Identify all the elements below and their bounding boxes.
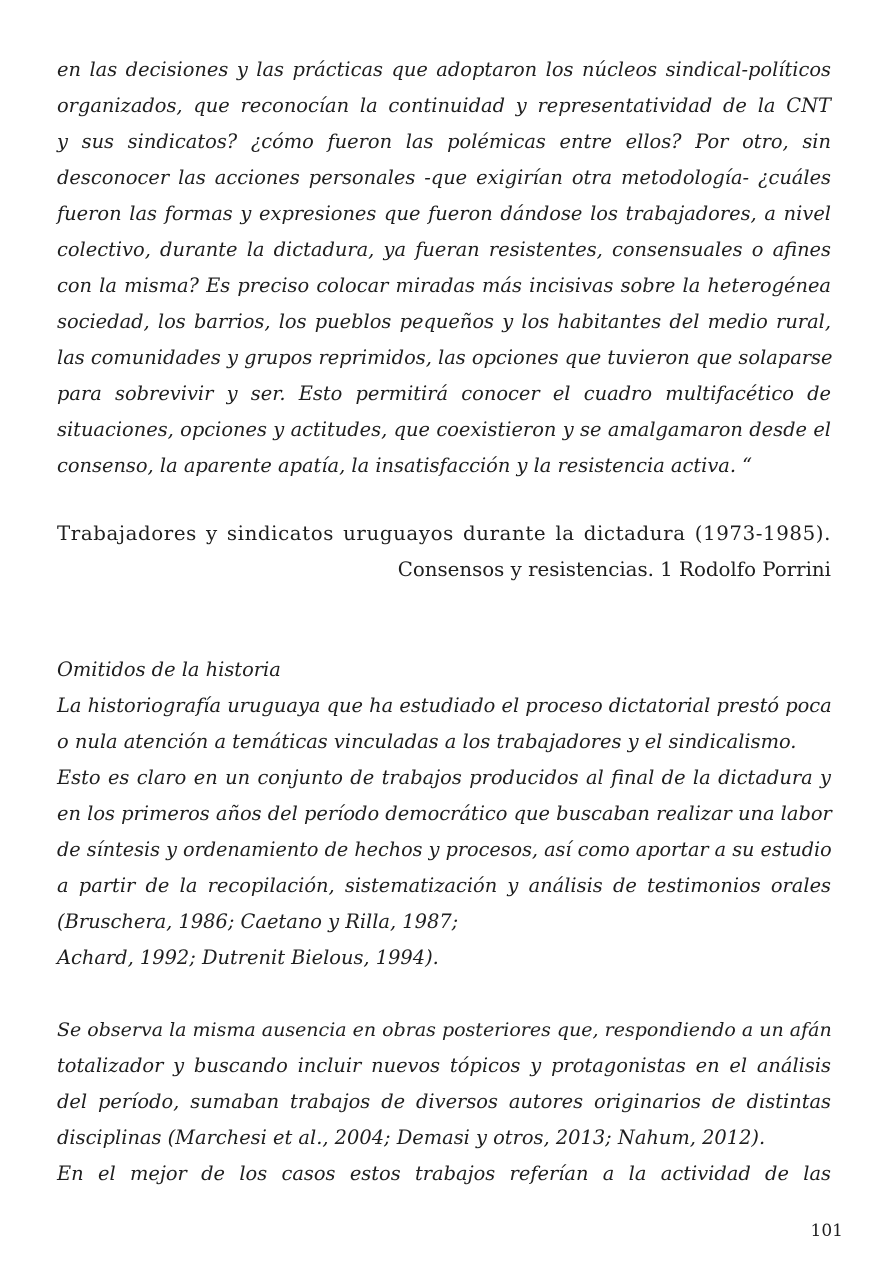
- page-number: 101: [810, 1221, 843, 1241]
- paragraph-line: disciplinas (Marchesi et al., 2004; Demasi y otros, 2013; Nahum, 2012).: [57, 1126, 766, 1149]
- paragraph-line: de síntesis y ordenamiento de hechos y procesos, así como aportar a su estudio: [57, 838, 832, 861]
- citation-author: Consensos y resistencias. 1 Rodolfo Porrini: [397, 558, 831, 581]
- paragraph-line: totalizador y buscando incluir nuevos tópicos y protagonistas en el análisis: [57, 1054, 831, 1077]
- paragraph-line: Achard, 1992; Dutrenit Bielous, 1994).: [57, 946, 439, 969]
- quote-line: en las decisiones y las prácticas que adoptaron los núcleos sindical-políticos: [57, 58, 831, 81]
- quote-line: para sobrevivir y ser. Esto permitirá conocer el cuadro multifacético de: [57, 382, 831, 405]
- paragraph-line: Esto es claro en un conjunto de trabajos producidos al final de la dictadura y: [57, 766, 831, 789]
- quote-line: las comunidades y grupos reprimidos, las opciones que tuvieron que solaparse: [57, 346, 833, 369]
- paragraph-line: (Bruschera, 1986; Caetano y Rilla, 1987;: [57, 910, 459, 933]
- citation-title: Trabajadores y sindicatos uruguayos durante la dictadura (1973-1985).: [57, 522, 831, 545]
- quote-line: con la misma? Es preciso colocar miradas más incisivas sobre la heterogénea: [57, 274, 831, 297]
- paragraph-line: a partir de la recopilación, sistematización y análisis de testimonios orales: [57, 874, 831, 897]
- paragraph-line: en los primeros años del período democrático que buscaban realizar una labor: [57, 802, 832, 825]
- quote-line: sociedad, los barrios, los pueblos pequeños y los habitantes del medio rural,: [57, 310, 831, 333]
- paragraph-line: En el mejor de los casos estos trabajos referían a la actividad de las: [57, 1162, 831, 1185]
- quote-line: organizados, que reconocían la continuidad y representatividad de la CNT: [57, 94, 831, 117]
- quote-line: y sus sindicatos? ¿cómo fueron las polémicas entre ellos? Por otro, sin: [57, 130, 831, 153]
- quote-line: desconocer las acciones personales -que exigirían otra metodología- ¿cuáles: [57, 166, 831, 189]
- quote-line: fueron las formas y expresiones que fueron dándose los trabajadores, a nivel: [57, 202, 831, 225]
- quote-line: colectivo, durante la dictadura, ya fueran resistentes, consensuales o afines: [57, 238, 831, 261]
- section-heading: Omitidos de la historia: [57, 658, 281, 681]
- paragraph-line: o nula atención a temáticas vinculadas a los trabajadores y el sindicalismo.: [57, 730, 797, 753]
- quote-line: consenso, la aparente apatía, la insatisfacción y la resistencia activa. “: [57, 454, 753, 477]
- paragraph-line: La historiografía uruguaya que ha estudiado el proceso dictatorial prestó poca: [57, 694, 832, 717]
- paragraph-line: Se observa la misma ausencia en obras posteriores que, respondiendo a un afán: [57, 1019, 832, 1041]
- quote-line: situaciones, opciones y actitudes, que coexistieron y se amalgamaron desde el: [57, 418, 831, 441]
- paragraph-line: del período, sumaban trabajos de diversos autores originarios de distintas: [57, 1090, 831, 1113]
